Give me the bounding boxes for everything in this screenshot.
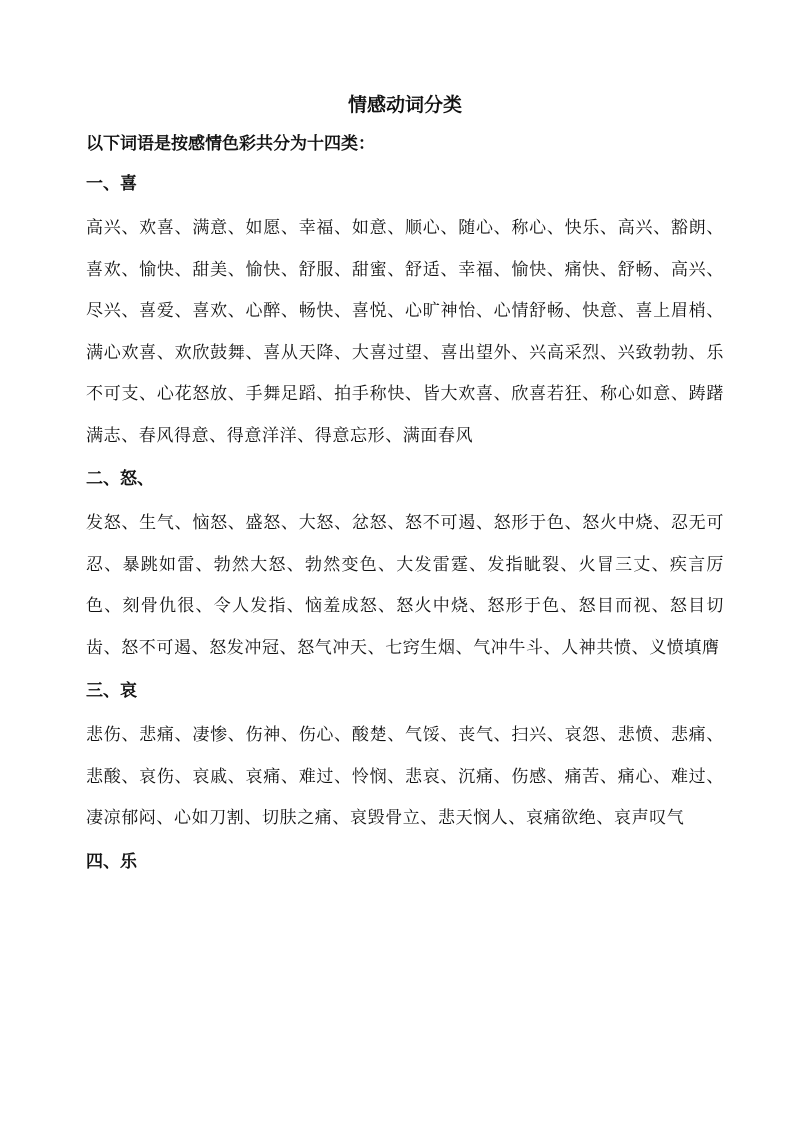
section-anger — [86, 465, 724, 669]
section-sorrow — [86, 677, 724, 840]
document-title: 情感动词分类 — [347, 94, 462, 116]
section-heading: 二、怒、 — [86, 469, 154, 489]
section-happiness — [86, 848, 724, 876]
section-heading: 一、喜 — [86, 174, 137, 194]
intro-text: 以下词语是按感情色彩共分为十四类： — [86, 134, 375, 154]
section-word-list: 悲伤、悲痛、凄惨、伤神、伤心、酸楚、气馁、丧气、扫兴、哀怨、悲愤、悲痛、悲酸、哀伤、哀戚、哀痛、难过、怜悯、悲哀、沉痛、伤感、痛苦、痛心、难过、凄凉郁闷、心如刀割、切肤之痛、哀毁骨立、悲天悯人、哀痛欲绝、哀声叹气 — [86, 725, 724, 828]
section-heading: 三、哀 — [86, 681, 137, 701]
section-word-list: 高兴、欢喜、满意、如愿、幸福、如意、顺心、随心、称心、快乐、高兴、豁朗、喜欢、愉快、甜美、愉快、舒服、甜蜜、舒适、幸福、愉快、痛快、舒畅、高兴、尽兴、喜爱、喜欢、心醉、畅快、喜悦、心旷神怡、心情舒畅、快意、喜上眉梢、满心欢喜、欢欣鼓舞、喜从天降、大喜过望、喜出望外、兴高采烈、兴致勃勃、乐不可支、心花怒放、手舞足蹈、拍手称快、皆大欢喜、欣喜若狂、称心如意、踌躇满志、春风得意、得意洋洋、得意忘形、满面春风 — [86, 218, 724, 446]
section-heading: 四、乐 — [86, 851, 137, 872]
section-word-list: 发怒、生气、恼怒、盛怒、大怒、忿怒、怒不可遏、怒形于色、怒火中烧、忍无可忍、暴跳如雷、勃然大怒、勃然变色、大发雷霆、发指眦裂、火冒三丈、疾言厉色、刻骨仇很、令人发指、恼羞成怒、怒火中烧、怒形于色、怒目而视、怒目切齿、怒不可遏、怒发冲冠、怒气冲天、七窍生烟、气冲牛斗、人神共愤、义愤填膺 — [86, 513, 724, 658]
section-joy — [86, 170, 724, 457]
